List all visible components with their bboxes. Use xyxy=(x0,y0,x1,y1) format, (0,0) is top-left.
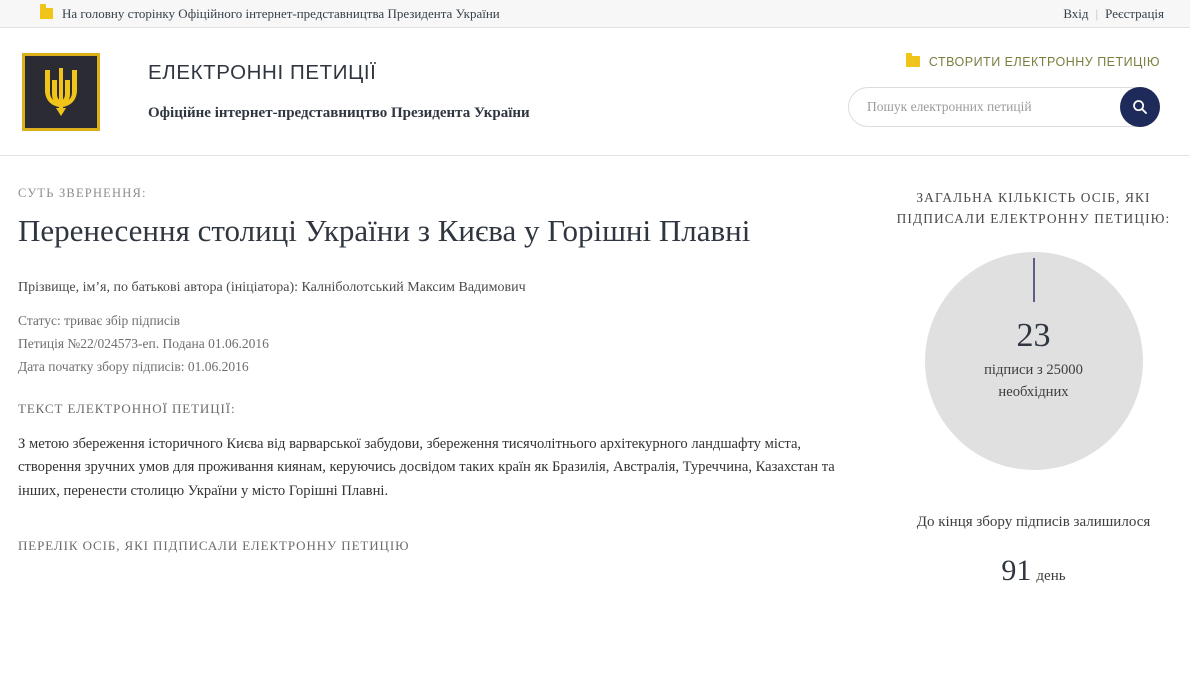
search-box xyxy=(848,87,1160,127)
signers-list-link[interactable]: ПЕРЕЛІК ОСІБ, ЯКІ ПІДПИСАЛИ ЕЛЕКТРОННУ ПЕТИЦІЮ xyxy=(18,537,410,553)
signatures-gauge xyxy=(925,252,1143,470)
page-title: ЕЛЕКТРОННІ ПЕТИЦІЇ xyxy=(148,61,377,84)
site-header xyxy=(0,28,1190,156)
signature-sidebar xyxy=(895,156,1190,588)
petition-text-body: З метою збереження історичного Києва від варварської забудови, збереження тисячолітнього архітекурного ландшафту міста, створення зручних умов для проживання киянам, керуючись досвідом таких країн як Бразилія, Австралія, Туреччина, Казахстан та інших, перенести столицю України у місто Горішні Плавні. xyxy=(18,435,835,499)
gauge-center-labels xyxy=(925,252,1143,470)
countdown-value xyxy=(895,554,1172,588)
utility-bar-left xyxy=(40,6,500,22)
home-link[interactable]: На головну сторінку Офіційного інтернет-представництва Президента України xyxy=(62,5,500,21)
gauge-title: ЗАГАЛЬНА КІЛЬКІСТЬ ОСІБ, ЯКІ ПІДПИСАЛИ ЕЛЕКТРОННУ ПЕТИЦІЮ: xyxy=(896,190,1171,226)
meta-spacer xyxy=(18,303,855,313)
utility-bar-right xyxy=(1063,6,1164,22)
separator: | xyxy=(1095,5,1099,21)
petition-title: Перенесення столиці України з Києва у Горішні Плавні xyxy=(18,213,751,248)
search-icon xyxy=(1132,99,1148,115)
petition-text xyxy=(18,433,855,504)
search-button[interactable] xyxy=(1120,87,1160,127)
register-link[interactable]: Реєстрація xyxy=(1105,5,1164,21)
petition-number: Петиція №22/024573-еп. Подана 01.06.2016 xyxy=(18,335,269,351)
signatures-required: необхідних xyxy=(998,384,1069,401)
countdown-unit: день xyxy=(1036,567,1066,584)
petition-status: Статус: триває збір підписів xyxy=(18,312,181,328)
home-icon xyxy=(40,8,53,19)
folder-icon xyxy=(906,56,920,67)
countdown-label: До кінця збору підписів залишилося xyxy=(916,513,1151,530)
search-input[interactable] xyxy=(848,87,1160,127)
countdown-number: 91 xyxy=(1001,553,1032,587)
petition-author: Прізвище, ім’я, по батькові автора (ініціатора): Калніболотський Максим Вадимович xyxy=(18,279,526,295)
login-link[interactable]: Вхід xyxy=(1063,5,1089,21)
subject-label: СУТЬ ЗВЕРНЕННЯ: xyxy=(18,186,147,200)
site-titles xyxy=(148,61,530,122)
tryzub-emblem-icon xyxy=(22,53,100,131)
petition-start-date: Дата початку збору підписів: 01.06.2016 xyxy=(18,358,249,374)
site-subtitle: Офіційне інтернет-представництво Президента України xyxy=(148,105,530,121)
main-content xyxy=(0,156,1190,588)
create-petition-label: СТВОРИТИ ЕЛЕКТРОННУ ПЕТИЦІЮ xyxy=(928,54,1160,69)
petition-column xyxy=(0,156,895,588)
signatures-count: 23 xyxy=(1016,316,1051,354)
petition-text-caption: ТЕКСТ ЕЛЕКТРОННОЇ ПЕТИЦІЇ: xyxy=(18,400,236,416)
header-actions xyxy=(848,55,1160,129)
create-petition-button[interactable] xyxy=(906,55,1160,69)
utility-bar xyxy=(0,0,1190,28)
signatures-of: підписи з 25000 xyxy=(984,362,1083,379)
